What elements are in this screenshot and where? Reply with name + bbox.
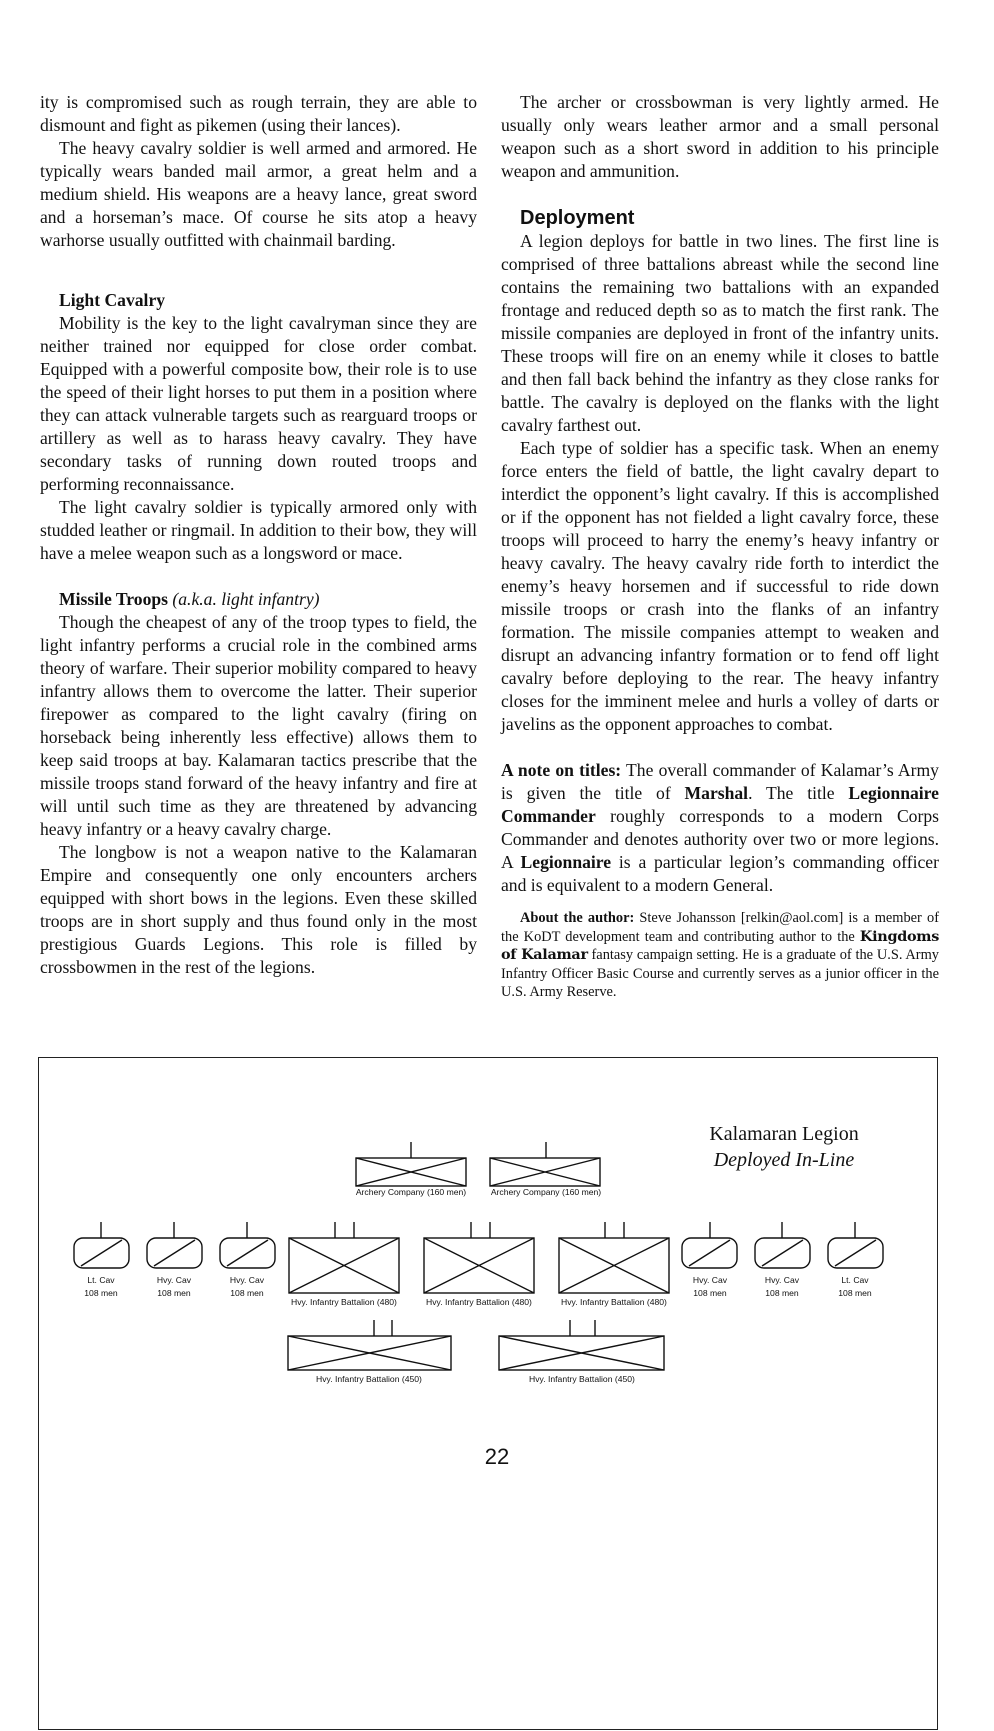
paragraph: Mobility is the key to the light cavalryman since they are neither trained nor equipped for close order combat. Equipped with a powerful composite bow, their role is to use the speed of their light horses to put them in a position where they can attack vulnerable targets such as rearguard troops or artillery as well as to harass heavy cavalry. They have secondary tasks of running down routed troops and performing reconnaissance. [40, 313, 477, 494]
cav-label: Lt. Cav [841, 1275, 869, 1285]
diagram-title: Kalamaran Legion [709, 1123, 859, 1145]
cavalry-unit-hvy-left-2 [220, 1222, 275, 1268]
infantry-battalion-rear-1 [288, 1320, 451, 1370]
cav-men: 108 men [230, 1288, 264, 1298]
about-the-author [501, 909, 939, 1002]
left-column [40, 91, 477, 979]
cav-men: 108 men [765, 1288, 799, 1298]
cavalry-unit-lt-right [828, 1222, 883, 1268]
paragraph: The heavy cavalry soldier is well armed and armored. He typically wears banded mail armor, a great helm and a medium shield. His weapons are a heavy lance, great sword and a horseman’s mace. Of course he sits atop a heavy warhorse usually outfitted with chainmail barding. [40, 138, 477, 250]
battalion-label: Hvy. Infantry Battalion (480) [426, 1297, 532, 1307]
cav-label: Lt. Cav [87, 1275, 115, 1285]
archery-label: Archery Company (160 men) [490, 1187, 602, 1197]
subheading-missile-troops [40, 588, 477, 611]
infantry-battalion-front-2 [424, 1222, 534, 1293]
battalion-label: Hvy. Infantry Battalion (480) [291, 1297, 397, 1307]
term-legionnaire-commander: Legionnaire Commander [501, 783, 939, 826]
cavalry-unit-hvy-right-2 [755, 1222, 810, 1268]
battalion-label: Hvy. Infantry Battalion (480) [561, 1297, 667, 1307]
cavalry-unit-hvy-right-1 [682, 1222, 737, 1268]
cav-label: Hvy. Cav [229, 1275, 265, 1285]
subheading-missile-alt: (a.k.a. light infantry) [172, 589, 320, 609]
term-legionnaire: Legionnaire [520, 852, 612, 872]
battalion-label: Hvy. Infantry Battalion (450) [316, 1374, 422, 1384]
cavalry-unit-hvy-left-1 [147, 1222, 202, 1268]
note-label: A note on titles: [501, 760, 622, 780]
paragraph: ity is compromised such as rough terrain, they are able to dismount and fight as pikemen (using their lances). [40, 92, 477, 135]
archery-company-1 [356, 1142, 466, 1186]
paragraph: Each type of soldier has a specific task. When an enemy force enters the field of battle, the light cavalry depart to interdict the opponent’s light cavalry. If this is accomplished or if the opponent has not fielded a light cavalry force, these troops will proceed to harry the enemy’s heavy infantry or heavy cavalry. The heavy cavalry ride forth to interdict the enemy’s heavy horsemen and if successful to ride down missile troops or crash into the flanks of an infantry formation. The missile companies attempt to weaken and disrupt an advancing infantry formation or to fend off light cavalry before deploying to the rear. The heavy infantry closes for the imminent melee and hurls a volley of darts or javelins as the opponent approaches to combat. [501, 438, 939, 734]
battalion-label: Hvy. Infantry Battalion (450) [529, 1374, 635, 1384]
setting-name: Kingdoms of Kalamar [501, 927, 939, 964]
cavalry-unit-lt-left [74, 1222, 129, 1268]
term-marshal: Marshal [684, 783, 749, 803]
cav-men: 108 men [838, 1288, 872, 1298]
note-text: roughly corresponds to a modern Corps Commander and denotes authority over two or more legions. A [501, 806, 939, 872]
cav-label: Hvy. Cav [764, 1275, 800, 1285]
infantry-battalion-rear-2 [499, 1320, 664, 1370]
cav-men: 108 men [693, 1288, 727, 1298]
subheading-missile-main: Missile Troops [59, 589, 168, 609]
archery-label: Archery Company (160 men) [355, 1187, 467, 1197]
paragraph: The light cavalry soldier is typically armored only with studded leather or ringmail. In addition to their bow, they will have a melee weapon such as a longsword or mace. [40, 497, 477, 563]
cav-label: Hvy. Cav [692, 1275, 728, 1285]
subheading-light-cavalry: Light Cavalry [59, 290, 166, 310]
archery-company-2 [490, 1142, 600, 1186]
infantry-battalion-front-3 [559, 1222, 669, 1293]
infantry-battalion-front-1 [289, 1222, 399, 1293]
cav-men: 108 men [84, 1288, 118, 1298]
paragraph: Though the cheapest of any of the troop types to field, the light infantry performs a crucial role in the combined arms theory of warfare. Their superior mobility compared to heavy infantry allows them to overcome the latter. Their superior firepower as compared to the light cavalry (firing on horseback being inherently less effective) allows them to keep said troops at bay. Kalamaran tactics prescribe that the missile troops stand forward of the heavy infantry and fire at will until such time as they are threatened by advancing heavy infantry or a heavy cavalry charge. [40, 612, 477, 839]
diagram-svg [39, 1058, 939, 1731]
heading-deployment: Deployment [520, 207, 635, 229]
diagram-subtitle: Deployed In-Line [713, 1149, 855, 1171]
author-text: fantasy campaign setting. He is a graduate of the U.S. Army Infantry Officer Basic Course and currently serves as a junior officer in the U.S. Army Reserve. [501, 947, 939, 1001]
right-column [501, 91, 939, 1002]
paragraph: The archer or crossbowman is very lightly armed. He usually only wears leather armor and a small personal weapon such as a short sword in addition to his principle weapon and ammunition. [501, 92, 939, 181]
note-on-titles [501, 759, 939, 897]
paragraph: A legion deploys for battle in two lines. The first line is comprised of three battalions abreast while the second line contains the remaining two battalions with an expanded frontage and reduced depth so as to match the first rank. The missile companies are deployed in front of the infantry units. These troops will fire on an enemy while it closes to battle and then fall back behind the infantry as they close ranks for battle. The cavalry is deployed on the flanks with the light cavalry farthest out. [501, 231, 939, 435]
cav-men: 108 men [157, 1288, 191, 1298]
cav-label: Hvy. Cav [156, 1275, 192, 1285]
page-number: 22 [484, 1444, 510, 1469]
note-text: . The title [748, 783, 849, 803]
note-text: is a particular legion’s commanding officer and is equivalent to a modern General. [501, 852, 939, 895]
author-label: About the author: [520, 910, 635, 926]
legion-deployment-diagram [38, 1057, 938, 1730]
note-text: The overall commander of Kalamar’s Army is given the title of [501, 760, 939, 803]
author-text: Steve Johansson [relkin@aol.com] is a member of the KoDT development team and contributing author to the [501, 910, 939, 945]
paragraph: The longbow is not a weapon native to the Kalamaran Empire and consequently one only encounters archers equipped with short bows in the legions. Even these skilled troops are in short supply and thus found only in the most prestigious Guards Legions. This role is filled by crossbowmen in the rest of the legions. [40, 842, 477, 977]
